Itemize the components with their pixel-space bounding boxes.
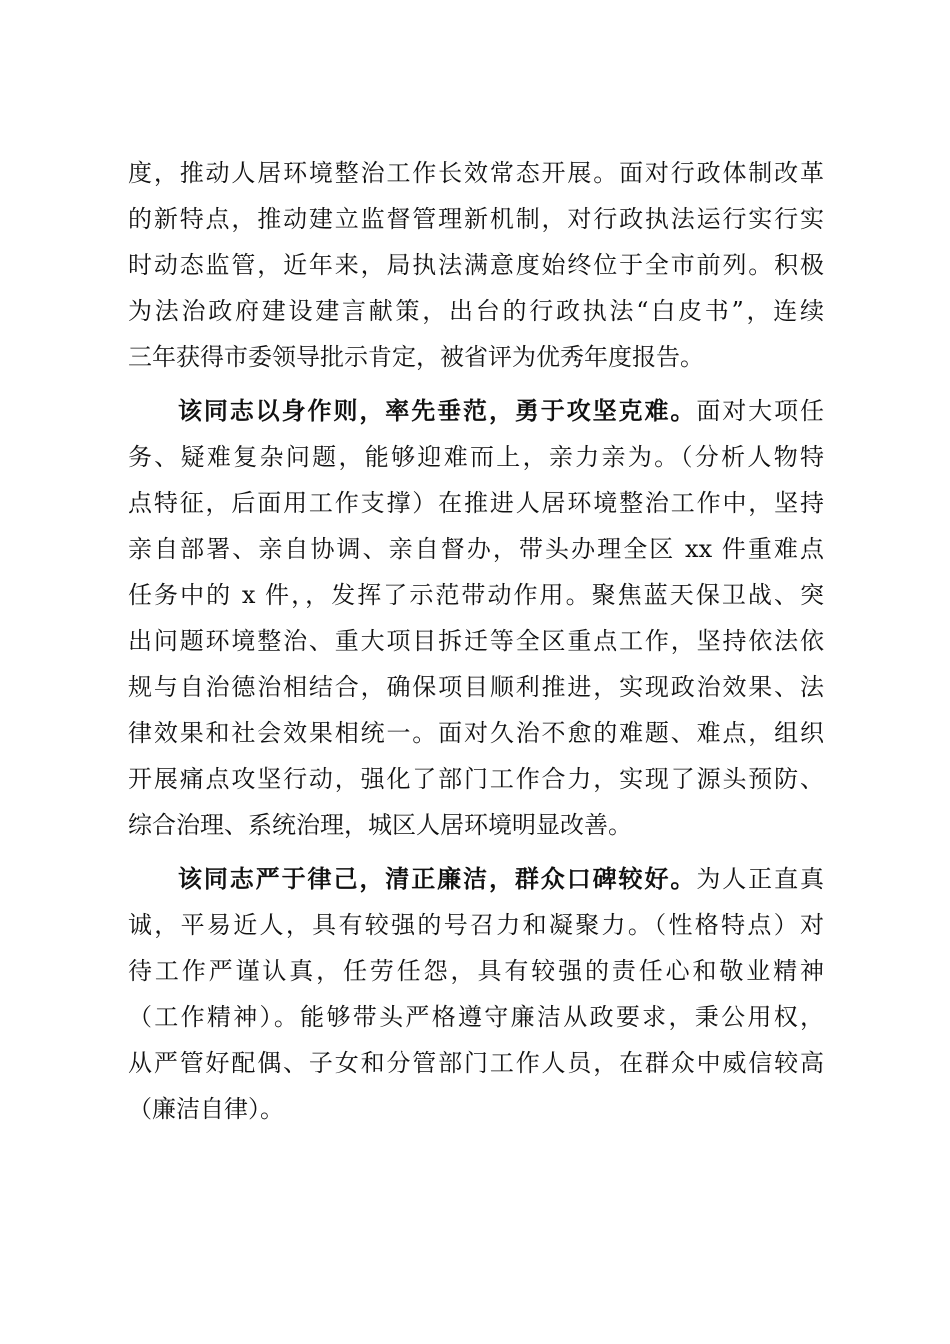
text-line: 任务中的 x 件，，发挥了示范带动作用。聚焦蓝天保卫战、突 [128, 581, 824, 609]
paragraph-3 [128, 856, 824, 1132]
text-line-first [128, 388, 824, 434]
text-line: 规与自治德治相结合，确保项目顺利推进，实现政治效果、法 [128, 673, 824, 701]
text-line: 三年获得市委领导批示肯定，被省评为优秀年度报告。 [128, 343, 704, 371]
text-line: （廉洁自律）。 [128, 1095, 284, 1123]
text-line: 务、疑难复杂问题，能够迎难而上，亲力亲为。（分析人物特 [128, 443, 824, 471]
text-line: 亲自部署、亲自协调、亲自督办，带头办理全区 xx 件重难点 [128, 535, 824, 563]
text-line: 待工作严谨认真，任劳任怨，具有较强的责任心和敬业精神 [128, 957, 824, 985]
text-line: 律效果和社会效果相统一。面对久治不愈的难题、难点，组织 [128, 719, 824, 747]
paragraph-2 [128, 388, 824, 848]
text-line: （工作精神）。能够带头严格遵守廉洁从政要求，秉公用权， [128, 1003, 824, 1031]
paragraph-text: 面对大项任 [696, 397, 825, 425]
text-line: 为法治政府建设建言献策，出台的行政执法“白皮书”，连续 [128, 297, 824, 325]
text-line: 开展痛点攻坚行动，强化了部门工作合力，实现了源头预防、 [128, 765, 824, 793]
paragraph-text: 为人正直真 [696, 865, 825, 893]
text-line: 出问题环境整治、重大项目拆迁等全区重点工作，坚持依法依 [128, 627, 824, 655]
text-line: 度，推动人居环境整治工作长效常态开展。面对行政体制改革 [128, 159, 824, 187]
text-line: 时动态监管，近年来，局执法满意度始终位于全市前列。积极 [128, 251, 824, 279]
text-line: 的新特点，推动建立监督管理新机制，对行政执法运行实行实 [128, 205, 824, 233]
text-line: 诚，平易近人，具有较强的号召力和凝聚力。（性格特点）对 [128, 911, 824, 939]
text-line-first [128, 856, 824, 902]
paragraph-1 [128, 150, 824, 380]
text-line: 综合治理、系统治理，城区人居环境明显改善。 [128, 811, 632, 839]
paragraph-lead-sentence: 该同志严于律己，清正廉洁，群众口碑较好。 [176, 865, 697, 893]
paragraph-lead-sentence: 该同志以身作则，率先垂范，勇于攻坚克难。 [176, 397, 697, 425]
text-line: 从严管好配偶、子女和分管部门工作人员，在群众中威信较高 [128, 1049, 824, 1077]
document-body [128, 150, 824, 1132]
text-line: 点特征，后面用工作支撑）在推进人居环境整治工作中，坚持 [128, 489, 824, 517]
